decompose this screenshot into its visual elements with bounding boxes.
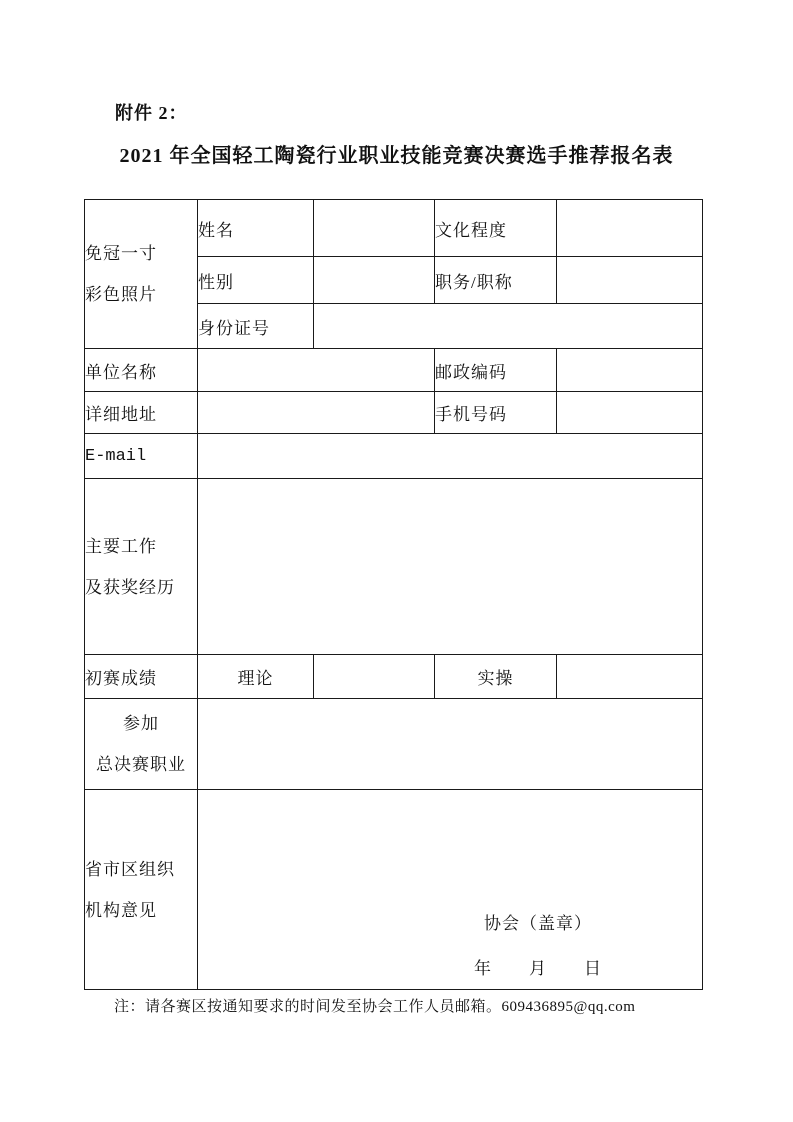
gender-input-cell[interactable] [314,257,435,304]
id-number-input-cell[interactable] [314,304,703,349]
theory-label: 理论 [198,655,314,699]
id-number-label: 身份证号 [198,304,314,349]
month-char: 月 [529,959,547,978]
email-label: E-mail [85,434,198,479]
gender-label: 性别 [198,257,314,304]
org-opinion-label-line2: 机构意见 [85,900,157,920]
row-company-postal [85,349,703,392]
row-email [85,434,703,479]
final-job-label [85,699,198,790]
company-input-cell[interactable] [198,349,435,392]
address-input-cell[interactable] [198,392,435,434]
row-address-mobile [85,392,703,434]
position-input-cell[interactable] [557,257,703,304]
row-name-education [85,200,703,257]
day-char: 日 [584,959,602,978]
attachment-label: 附件 2： [115,103,188,123]
row-final-job [85,699,703,790]
postal-code-input-cell[interactable] [557,349,703,392]
practice-score-input-cell[interactable] [557,655,703,699]
photo-label-line1: 免冠一寸 [85,244,157,263]
final-job-label-line1: 参加 [123,714,159,733]
education-label: 文化程度 [435,200,557,257]
row-org-opinion [85,790,703,990]
org-opinion-input-cell[interactable] [198,790,703,990]
date-line [474,954,602,979]
name-label: 姓名 [198,200,314,257]
work-history-label-line1: 主要工作 [85,536,157,556]
final-job-input-cell[interactable] [198,699,703,790]
education-input-cell[interactable] [557,200,703,257]
work-history-label [85,479,198,655]
company-label: 单位名称 [85,349,198,392]
registration-form-table [84,199,703,990]
page-title: 2021 年全国轻工陶瓷行业职业技能竞赛决赛选手推荐报名表 [119,145,674,167]
work-history-label-line2: 及获奖经历 [85,577,175,597]
theory-score-input-cell[interactable] [314,655,435,699]
org-opinion-label-line1: 省市区组织 [85,859,175,879]
mobile-input-cell[interactable] [557,392,703,434]
mobile-label: 手机号码 [435,392,557,434]
row-preliminary-score [85,655,703,699]
signature-block [474,909,602,979]
footnote: 注：请各赛区按通知要求的时间发至协会工作人员邮箱。609436895@qq.com [114,999,636,1015]
year-char: 年 [474,959,492,978]
practice-label: 实操 [435,655,557,699]
photo-label-line2: 彩色照片 [85,285,157,304]
row-work-history [85,479,703,655]
photo-placeholder-cell [85,200,198,349]
email-input-cell[interactable] [198,434,703,479]
org-opinion-label [85,790,198,990]
preliminary-score-label: 初赛成绩 [85,655,198,699]
final-job-label-line2: 总决赛职业 [96,755,186,774]
position-label: 职务/职称 [435,257,557,304]
work-history-input-cell[interactable] [198,479,703,655]
name-input-cell[interactable] [314,200,435,257]
address-label: 详细地址 [85,392,198,434]
postal-code-label: 邮政编码 [435,349,557,392]
seal-line: 协会（盖章） [484,914,592,933]
